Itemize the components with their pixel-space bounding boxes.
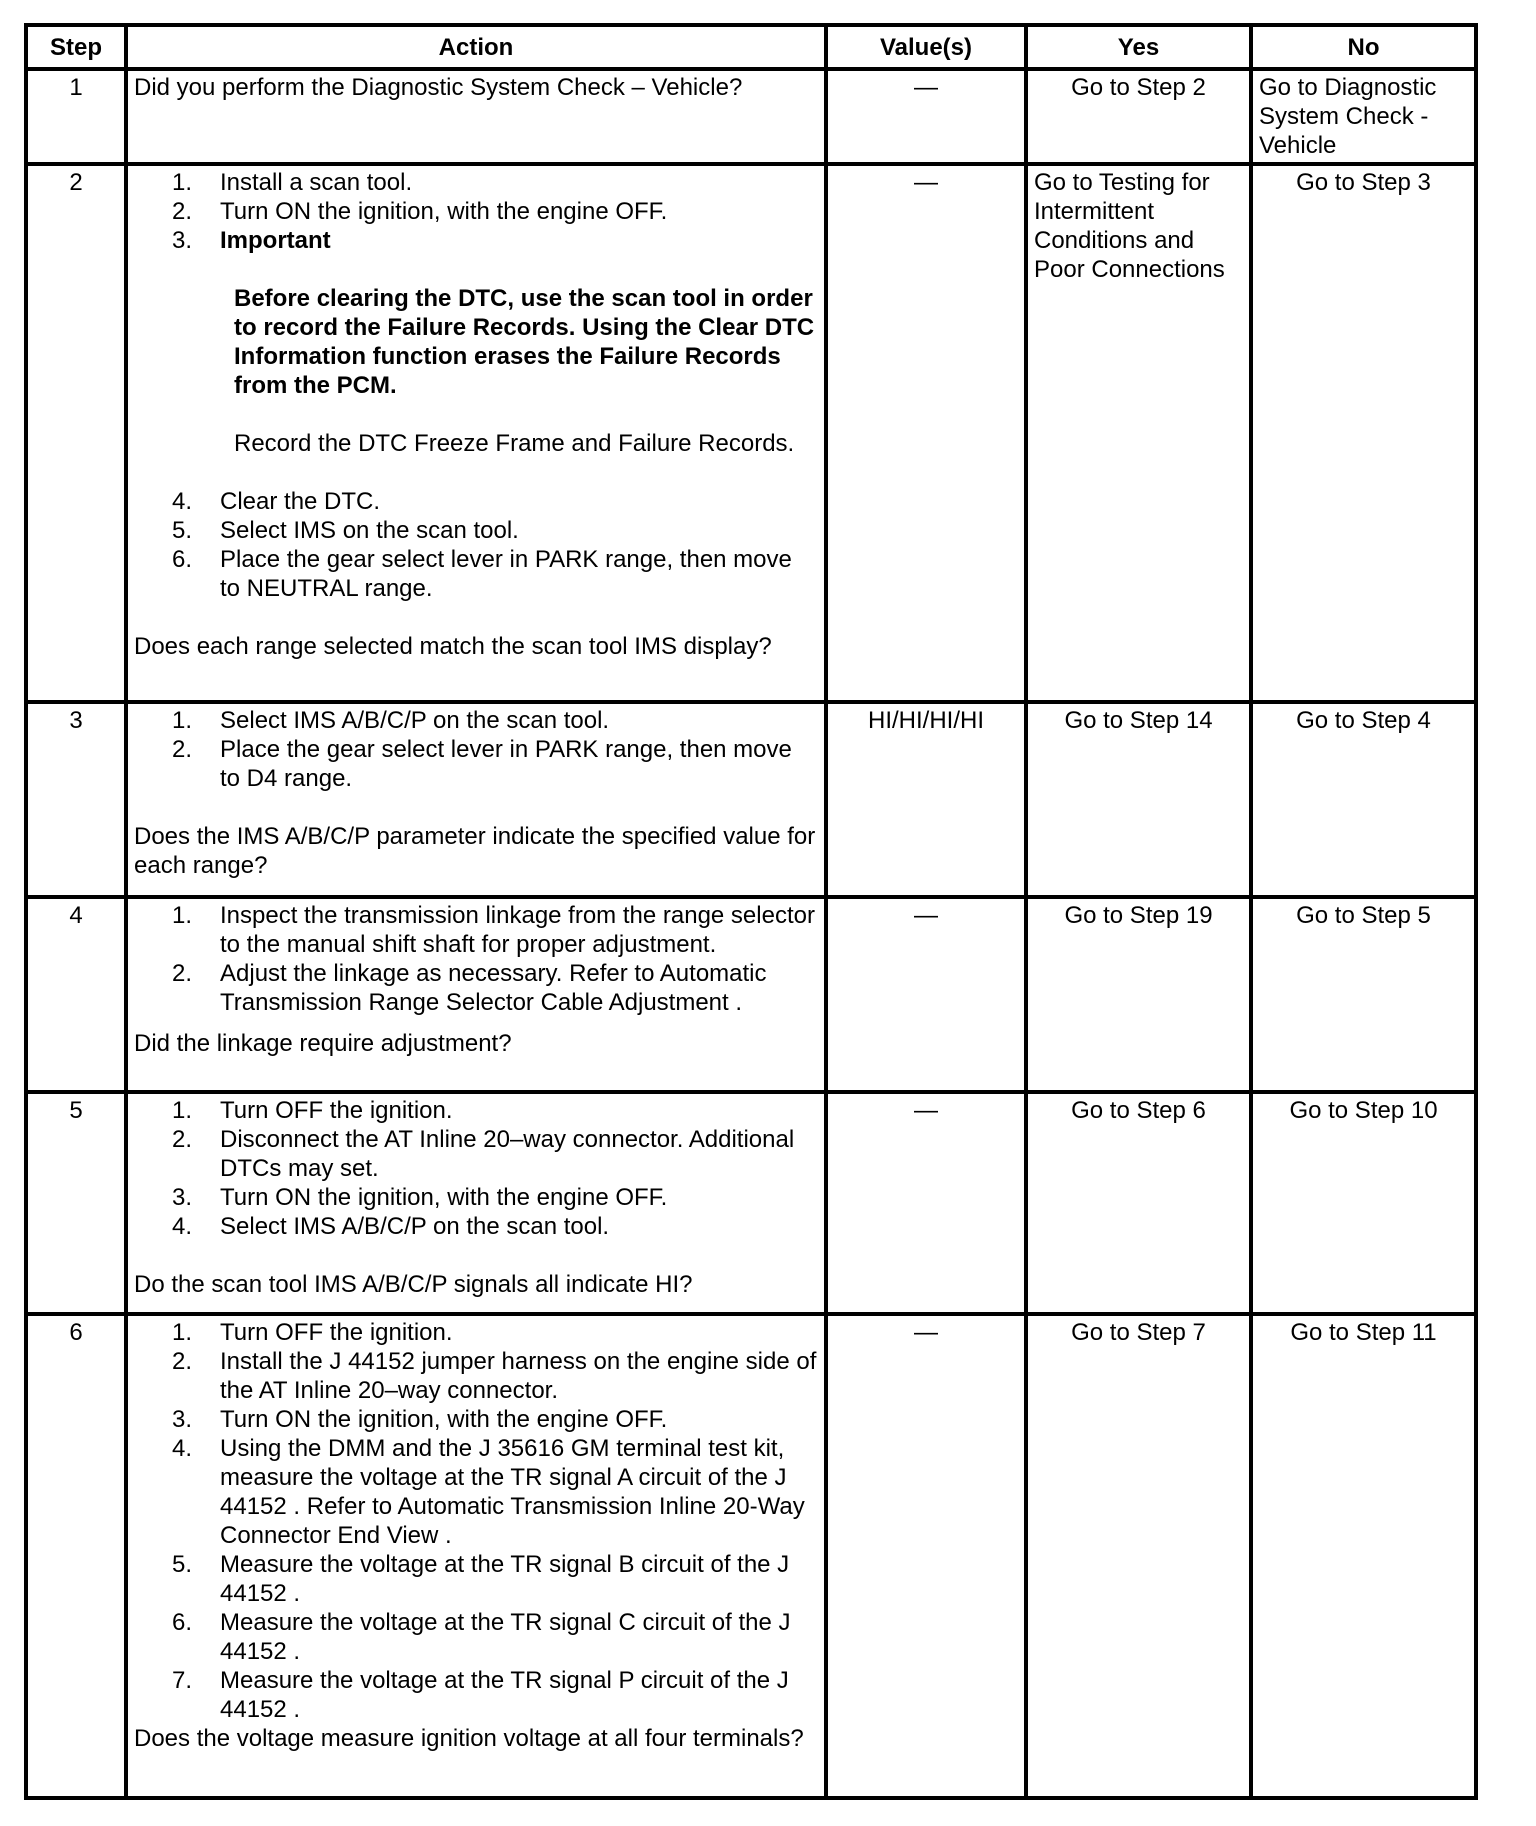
value-cell: —: [826, 69, 1026, 164]
action-steps: [134, 901, 818, 1017]
list-item: 4. Select IMS A/B/C/P on the scan tool.: [171, 1213, 610, 1240]
list-item: 3. Turn ON the ignition, with the engine OFF.: [171, 1406, 668, 1433]
no-link[interactable]: Go to Step 10: [1251, 1092, 1476, 1314]
action-question: Do the scan tool IMS A/B/C/P signals all indicate HI?: [134, 1271, 693, 1298]
yes-link[interactable]: Go to Step 2: [1026, 69, 1251, 164]
action-question: Did you perform the Diagnostic System Check – Vehicle?: [126, 69, 826, 164]
action-cell: [126, 1092, 826, 1314]
yes-link[interactable]: Go to Step 7: [1026, 1314, 1251, 1798]
list-item: 2. Turn ON the ignition, with the engine OFF.: [171, 198, 668, 225]
list-item: 1. Inspect the transmission linkage from the range selector to the manual shift shaft for proper adjustment.: [171, 902, 815, 958]
value-cell: HI/HI/HI/HI: [826, 702, 1026, 897]
yes-link[interactable]: Go to Step 19: [1026, 897, 1251, 1092]
header-no: No: [1251, 25, 1476, 69]
no-link[interactable]: Go to Diagnostic System Check - Vehicle: [1251, 69, 1476, 164]
header-yes: Yes: [1026, 25, 1251, 69]
action-question: Does the voltage measure ignition voltage at all four terminals?: [134, 1725, 804, 1752]
header-row: [26, 25, 1476, 69]
list-item: 1. Turn OFF the ignition.: [171, 1319, 453, 1346]
list-item: 6. Measure the voltage at the TR signal C circuit of the J 44152 .: [171, 1609, 791, 1665]
table-row-step-6: [26, 1314, 1476, 1798]
action-question: Does each range selected match the scan tool IMS display?: [134, 633, 772, 660]
list-item: 3. Turn ON the ignition, with the engine OFF.: [171, 1184, 668, 1211]
list-item: 4. Using the DMM and the J 35616 GM terminal test kit, measure the voltage at the TR signal A circuit of the J 44152 . Refer to Automatic Transmission Inline 20-Way Connector End View .: [171, 1435, 805, 1549]
list-item: 5. Select IMS on the scan tool.: [171, 517, 519, 544]
header-values: Value(s): [826, 25, 1026, 69]
no-link[interactable]: Go to Step 11: [1251, 1314, 1476, 1798]
list-item: 5. Measure the voltage at the TR signal B circuit of the J 44152 .: [171, 1551, 790, 1607]
step-number: 6: [26, 1314, 126, 1798]
step-number: 3: [26, 702, 126, 897]
list-item: 2. Adjust the linkage as necessary. Refer to Automatic Transmission Range Selector Cable Adjustment .: [171, 960, 767, 1016]
step-number: 4: [26, 897, 126, 1092]
table-row-step-5: [26, 1092, 1476, 1314]
action-cell: [126, 897, 826, 1092]
list-item: 2. Install the J 44152 jumper harness on the engine side of the AT Inline 20–way connector.: [171, 1348, 817, 1404]
action-cell: [126, 702, 826, 897]
list-item: 3. Important: [171, 227, 331, 254]
action-question: Did the linkage require adjustment?: [134, 1030, 512, 1057]
action-steps: [134, 487, 818, 603]
yes-link[interactable]: Go to Step 6: [1026, 1092, 1251, 1314]
important-note: Before clearing the DTC, use the scan tool in order to record the Failure Records. Using the Clear DTC Information function erases the Failure Records from the PCM.: [234, 285, 815, 399]
list-item: 4. Clear the DTC.: [171, 488, 381, 515]
list-item: 6. Place the gear select lever in PARK range, then move to NEUTRAL range.: [171, 546, 792, 602]
value-cell: —: [826, 897, 1026, 1092]
record-instruction: Record the DTC Freeze Frame and Failure Records.: [234, 430, 795, 457]
header-step: Step: [26, 25, 126, 69]
list-item: 2. Place the gear select lever in PARK range, then move to D4 range.: [171, 736, 792, 792]
action-cell: [126, 164, 826, 702]
action-steps: [134, 706, 818, 793]
action-question: Does the IMS A/B/C/P parameter indicate the specified value for each range?: [134, 823, 816, 879]
table-row-step-3: [26, 702, 1476, 897]
step-number: 1: [26, 69, 126, 164]
table-row-step-4: [26, 897, 1476, 1092]
list-item: 1. Select IMS A/B/C/P on the scan tool.: [171, 707, 610, 734]
table-row-step-2: [26, 164, 1476, 702]
diagnostic-table: [24, 23, 1478, 1800]
value-cell: —: [826, 1092, 1026, 1314]
header-action: Action: [126, 25, 826, 69]
list-item: 1. Install a scan tool.: [171, 169, 413, 196]
list-item: 7. Measure the voltage at the TR signal P circuit of the J 44152 .: [171, 1667, 789, 1723]
value-cell: —: [826, 164, 1026, 702]
value-cell: —: [826, 1314, 1026, 1798]
yes-link[interactable]: Go to Testing for Intermittent Conditions and Poor Connections: [1026, 164, 1251, 702]
list-item: 2. Disconnect the AT Inline 20–way connector. Additional DTCs may set.: [171, 1126, 795, 1182]
no-link[interactable]: Go to Step 3: [1251, 164, 1476, 702]
action-cell: [126, 1314, 826, 1798]
action-steps: [134, 1096, 818, 1241]
yes-link[interactable]: Go to Step 14: [1026, 702, 1251, 897]
action-steps: [134, 168, 818, 255]
table-row-step-1: [26, 69, 1476, 164]
step-number: 5: [26, 1092, 126, 1314]
no-link[interactable]: Go to Step 5: [1251, 897, 1476, 1092]
no-link[interactable]: Go to Step 4: [1251, 702, 1476, 897]
list-item: 1. Turn OFF the ignition.: [171, 1097, 453, 1124]
action-steps: [134, 1318, 818, 1724]
step-number: 2: [26, 164, 126, 702]
